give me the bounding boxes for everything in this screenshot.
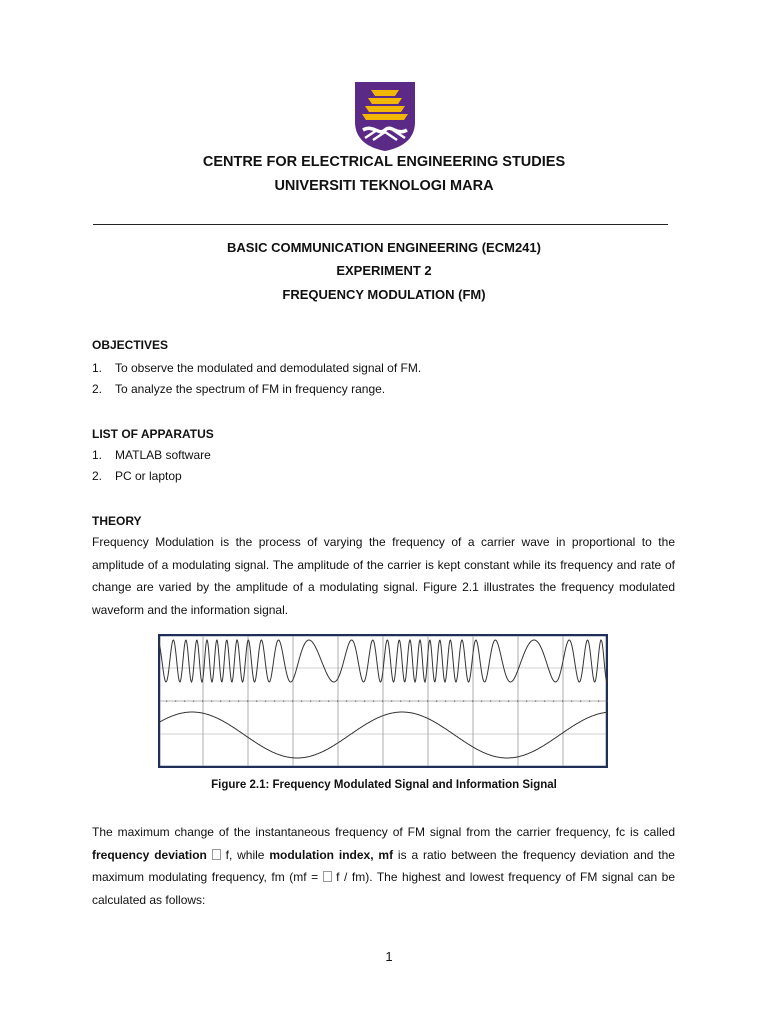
list-number: 1. [92, 361, 103, 375]
theory-paragraph: Frequency Modulation is the process of varying the frequency of a carrier wave in proportional to the amplitude of a modulating signal. The amplitude of the carrier is kept constant while its frequency and rate of change are varied by the amplitude of a modulating signal. Figure 2.1 illustrates the frequency modulated waveform and the information signal. [92, 535, 675, 617]
page-number: 1 [385, 949, 393, 964]
apparatus-heading: LIST OF APPARATUS [92, 427, 214, 441]
institution-university: UNIVERSITI TEKNOLOGI MARA [274, 178, 494, 194]
experiment-number: EXPERIMENT 2 [336, 263, 432, 278]
list-number: 2. [92, 469, 103, 483]
theory-heading: THEORY [92, 514, 142, 528]
missing-glyph-box [212, 849, 221, 860]
list-item [92, 382, 385, 396]
list-item [92, 448, 211, 462]
list-number: 2. [92, 382, 103, 396]
header-divider [93, 224, 668, 225]
list-item [92, 469, 182, 483]
fm-waveform-figure [158, 634, 608, 768]
uitm-logo [351, 80, 419, 152]
experiment-topic: FREQUENCY MODULATION (FM) [282, 287, 486, 302]
institution-centre: CENTRE FOR ELECTRICAL ENGINEERING STUDIES [202, 154, 566, 170]
objectives-heading: OBJECTIVES [92, 338, 169, 352]
figure-caption: Figure 2.1: Frequency Modulated Signal and Information Signal [211, 779, 557, 791]
deviation-paragraph: The maximum change of the instantaneous frequency of FM signal from the carrier frequency, fc is called frequency deviation f, while modulation index, mf is a ratio between the frequency deviation and the maximum modulating frequency, fm (mf = f / fm). The highest and lowest frequency of FM signal can be calculated as follows: [92, 825, 675, 907]
list-text: To observe the modulated and demodulated signal of FM. [115, 361, 422, 375]
term-modulation-index: modulation index, mf [269, 847, 394, 862]
term-frequency-deviation: frequency deviation [92, 847, 207, 862]
missing-glyph-box [323, 871, 332, 882]
course-title: BASIC COMMUNICATION ENGINEERING (ECM241) [227, 240, 541, 255]
list-text: PC or laptop [115, 469, 182, 483]
list-item [92, 361, 421, 375]
list-number: 1. [92, 448, 103, 462]
list-text: MATLAB software [115, 448, 211, 462]
list-text: To analyze the spectrum of FM in frequency range. [115, 382, 386, 396]
